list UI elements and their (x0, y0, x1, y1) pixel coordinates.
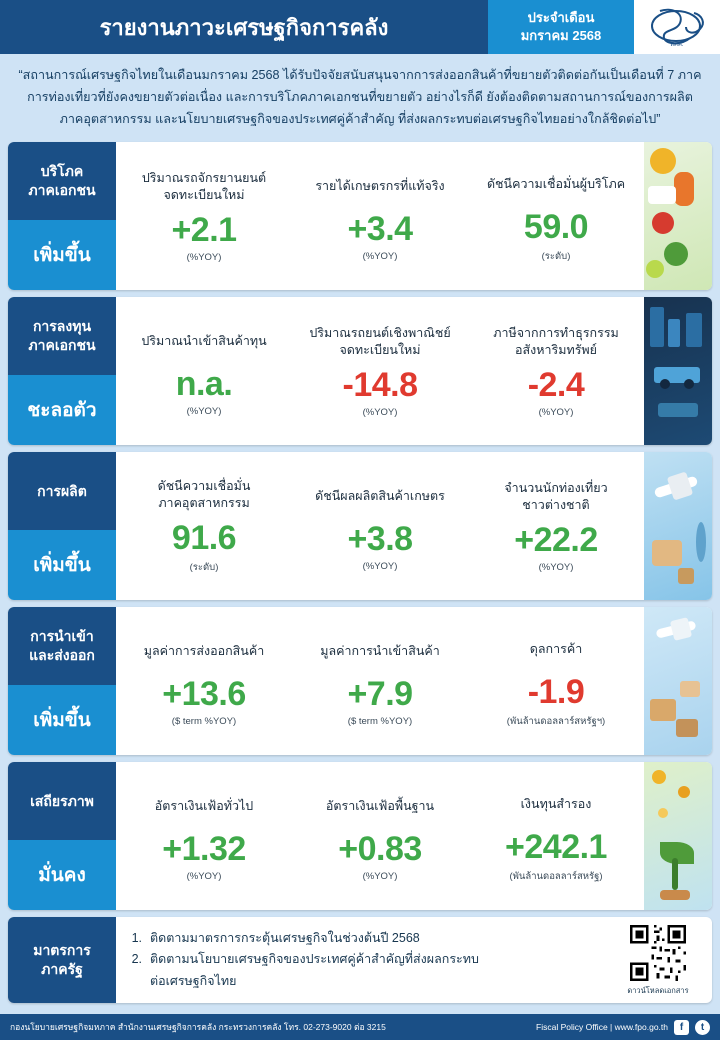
metric-value: +2.1 (171, 210, 237, 249)
twitter-icon[interactable]: t (695, 1020, 710, 1035)
metric-unit: (%YOY) (186, 406, 222, 418)
metric-card (116, 472, 292, 581)
metric-card (292, 474, 468, 578)
metric-card (468, 627, 644, 735)
measures-list (126, 928, 614, 992)
qr-caption: ดาวน์โหลดเอกสาร (627, 986, 689, 996)
month-label: ประจำเดือน (527, 10, 595, 26)
metric-unit: ($ term %YOY) (347, 716, 413, 728)
row-category: มาตรการ ภาครัฐ (8, 917, 116, 1003)
metric-title: ภาษีจากการทำธุรกรรม อสังหาริมทรัพย์ (493, 325, 619, 358)
metric-unit: (%YOY) (186, 871, 222, 883)
metric-unit: (%YOY) (362, 406, 398, 418)
metric-card (292, 319, 468, 424)
list-item (126, 949, 614, 970)
page-header (0, 0, 720, 54)
row-label (8, 142, 116, 290)
metric-unit: (พันล้านดอลลาร์สหรัฐ) (509, 871, 603, 883)
metric-value: 91.6 (171, 518, 237, 557)
list-item-text: ติดตามนโยบายเศรษฐกิจของประเทศคู่ค้าสำคัญที่ส่งผลกระทบ (150, 952, 479, 967)
list-item-number: 1. (131, 931, 142, 946)
metric-title: ดัชนีความเชื่อมั่นผู้บริโภค (486, 177, 626, 192)
qr-code-image[interactable] (628, 923, 688, 983)
fpo-logo-icon (642, 5, 712, 49)
indicator-row-investment (8, 297, 712, 445)
organization-logo (634, 0, 720, 54)
metric-title: จำนวนนักท่องเที่ยว ชาวต่างชาติ (504, 480, 608, 513)
metric-title: อัตราเงินเฟ้อทั่วไป (154, 799, 254, 814)
metric-title: รายได้เกษตรกรที่แท้จริง (315, 179, 445, 194)
metric-card (292, 629, 468, 733)
list-item-number: 2. (131, 952, 142, 967)
metric-value: -14.8 (342, 365, 418, 404)
footer-right (536, 1020, 710, 1035)
list-item (126, 928, 614, 949)
metric-unit: (%YOY) (362, 251, 398, 263)
metric-value: +22.2 (514, 520, 598, 559)
row-label (8, 762, 116, 910)
metric-unit: (%YOY) (538, 561, 574, 573)
row-metrics (116, 452, 644, 600)
metric-title: มูลค่าการนำเข้าสินค้า (320, 644, 440, 659)
metric-card (468, 474, 644, 579)
factory-truck-night-image (644, 297, 712, 445)
metric-value: +13.6 (162, 675, 246, 714)
list-item (126, 971, 614, 992)
metric-value: +7.9 (347, 675, 413, 714)
row-category-line2: ภาคเอกชน (28, 182, 96, 199)
indicator-row-stability (8, 762, 712, 910)
metric-value: +3.8 (347, 520, 413, 559)
facebook-icon[interactable]: f (674, 1020, 689, 1035)
metric-card (116, 629, 292, 733)
metric-unit: (%YOY) (362, 871, 398, 883)
metric-title: ปริมาณนำเข้าสินค้าทุน (141, 334, 267, 349)
measures-body (116, 917, 712, 1003)
row-metrics (116, 297, 644, 445)
cargo-plane-boxes-image (644, 607, 712, 755)
indicator-row-trade (8, 607, 712, 755)
metric-value: n.a. (175, 365, 233, 404)
row-status-badge: ชะลอตัว (8, 375, 116, 445)
metric-unit: (ระดับ) (541, 251, 571, 263)
row-status-badge: เพิ่มขึ้น (8, 685, 116, 755)
metric-card (116, 784, 292, 888)
metric-value: +1.32 (162, 830, 246, 869)
metric-card (468, 319, 644, 424)
metric-value: +3.4 (347, 210, 413, 249)
metric-value: 59.0 (523, 208, 589, 247)
row-category: เสถียรภาพ (8, 762, 116, 840)
metric-unit: (%YOY) (186, 251, 222, 263)
metric-title: ดัชนีผลผลิตสินค้าเกษตร (315, 489, 445, 504)
coins-plant-growth-image (644, 762, 712, 910)
indicator-row-production (8, 452, 712, 600)
row-category-line1: บริโภค (40, 163, 84, 180)
page-title: รายงานภาวะเศรษฐกิจการคลัง (0, 0, 488, 54)
indicator-row-consumption (8, 142, 712, 290)
metric-unit: (พันล้านดอลลาร์สหรัฐฯ) (506, 716, 606, 728)
row-label (8, 607, 116, 755)
list-item-text: ติดตามมาตรการกระตุ้นเศรษฐกิจในช่วงต้นปี 2568 (150, 931, 420, 946)
row-label (8, 917, 116, 1003)
row-category: การนำเข้า และส่งออก (8, 607, 116, 685)
metric-unit: (ระดับ) (189, 561, 219, 573)
row-category (8, 142, 116, 220)
row-metrics (116, 607, 644, 755)
page-footer (0, 1014, 720, 1040)
row-status-badge: เพิ่มขึ้น (8, 530, 116, 600)
row-label (8, 297, 116, 445)
row-category: การผลิต (8, 452, 116, 530)
summary-text: “สถานการณ์เศรษฐกิจไทยในเดือนมกราคม 2568 ได้รับปัจจัยสนับสนุนจากการส่งออกสินค้าที่ขยายตัวติดต่อกันเป็นเดือนที่ 7 ภาคการท่องเที่ยวที่ยังคงขยายตัวต่อเนื่อง และการบริโภคภาคเอกชนที่ขยายตัว อย่างไรก็ดี ยังต้องติดตามสถานการณ์ของการผลิตภาคอุตสาหกรรม และนโยบายเศรษฐกิจของประเทศคู่ค้าสำคัญ ที่ส่งผลกระทบต่อเศรษฐกิจไทยอย่างใกล้ชิดต่อไป” (0, 54, 720, 142)
metric-value: +242.1 (505, 828, 607, 867)
metric-title: ปริมาณรถยนต์เชิงพาณิชย์ จดทะเบียนใหม่ (309, 325, 451, 358)
metric-title: เงินทุนสำรอง (520, 797, 592, 812)
row-category: การลงทุน ภาคเอกชน (8, 297, 116, 375)
metric-card (116, 319, 292, 423)
metric-unit: (%YOY) (538, 406, 574, 418)
row-status-badge: มั่นคง (8, 840, 116, 910)
row-metrics (116, 142, 644, 290)
airplane-travel-image (644, 452, 712, 600)
footer-contact: กองนโยบายเศรษฐกิจมหภาค สำนักงานเศรษฐกิจการคลัง กระทรวงการคลัง โทร. 02-273-9020 ต่อ 3215 (10, 1022, 386, 1032)
metric-card (292, 164, 468, 268)
footer-website[interactable]: Fiscal Policy Office | www.fpo.go.th (536, 1022, 668, 1032)
metric-card (468, 782, 644, 890)
indicator-row-measures (8, 917, 712, 1003)
row-status-badge: เพิ่มขึ้น (8, 220, 116, 290)
metric-card (292, 784, 468, 888)
metric-card (116, 164, 292, 269)
list-item-number (126, 971, 142, 992)
metric-value: -2.4 (527, 365, 585, 404)
list-item-text: ต่อเศรษฐกิจไทย (150, 973, 237, 988)
row-label (8, 452, 116, 600)
metric-value: -1.9 (527, 673, 585, 712)
qr-download[interactable] (614, 923, 702, 997)
vegetables-fruit-basket-image (644, 142, 712, 290)
metric-title: ดัชนีความเชื่อมั่น ภาคอุตสาหกรรม (157, 478, 251, 511)
month-value: มกราคม 2568 (520, 28, 602, 43)
metric-card (468, 162, 644, 270)
indicator-rows (0, 142, 720, 1003)
metric-value: +0.83 (338, 830, 422, 869)
metric-title: ปริมาณรถจักรยานยนต์ จดทะเบียนใหม่ (141, 170, 267, 203)
metric-unit: (%YOY) (362, 561, 398, 573)
row-metrics (116, 762, 644, 910)
svg-text:สศค.: สศค. (670, 42, 684, 48)
report-month (488, 0, 634, 54)
metric-title: อัตราเงินเฟ้อพื้นฐาน (325, 799, 435, 814)
metric-title: มูลค่าการส่งออกสินค้า (143, 644, 265, 659)
metric-unit: ($ term %YOY) (171, 716, 237, 728)
metric-title: ดุลการค้า (529, 642, 583, 657)
